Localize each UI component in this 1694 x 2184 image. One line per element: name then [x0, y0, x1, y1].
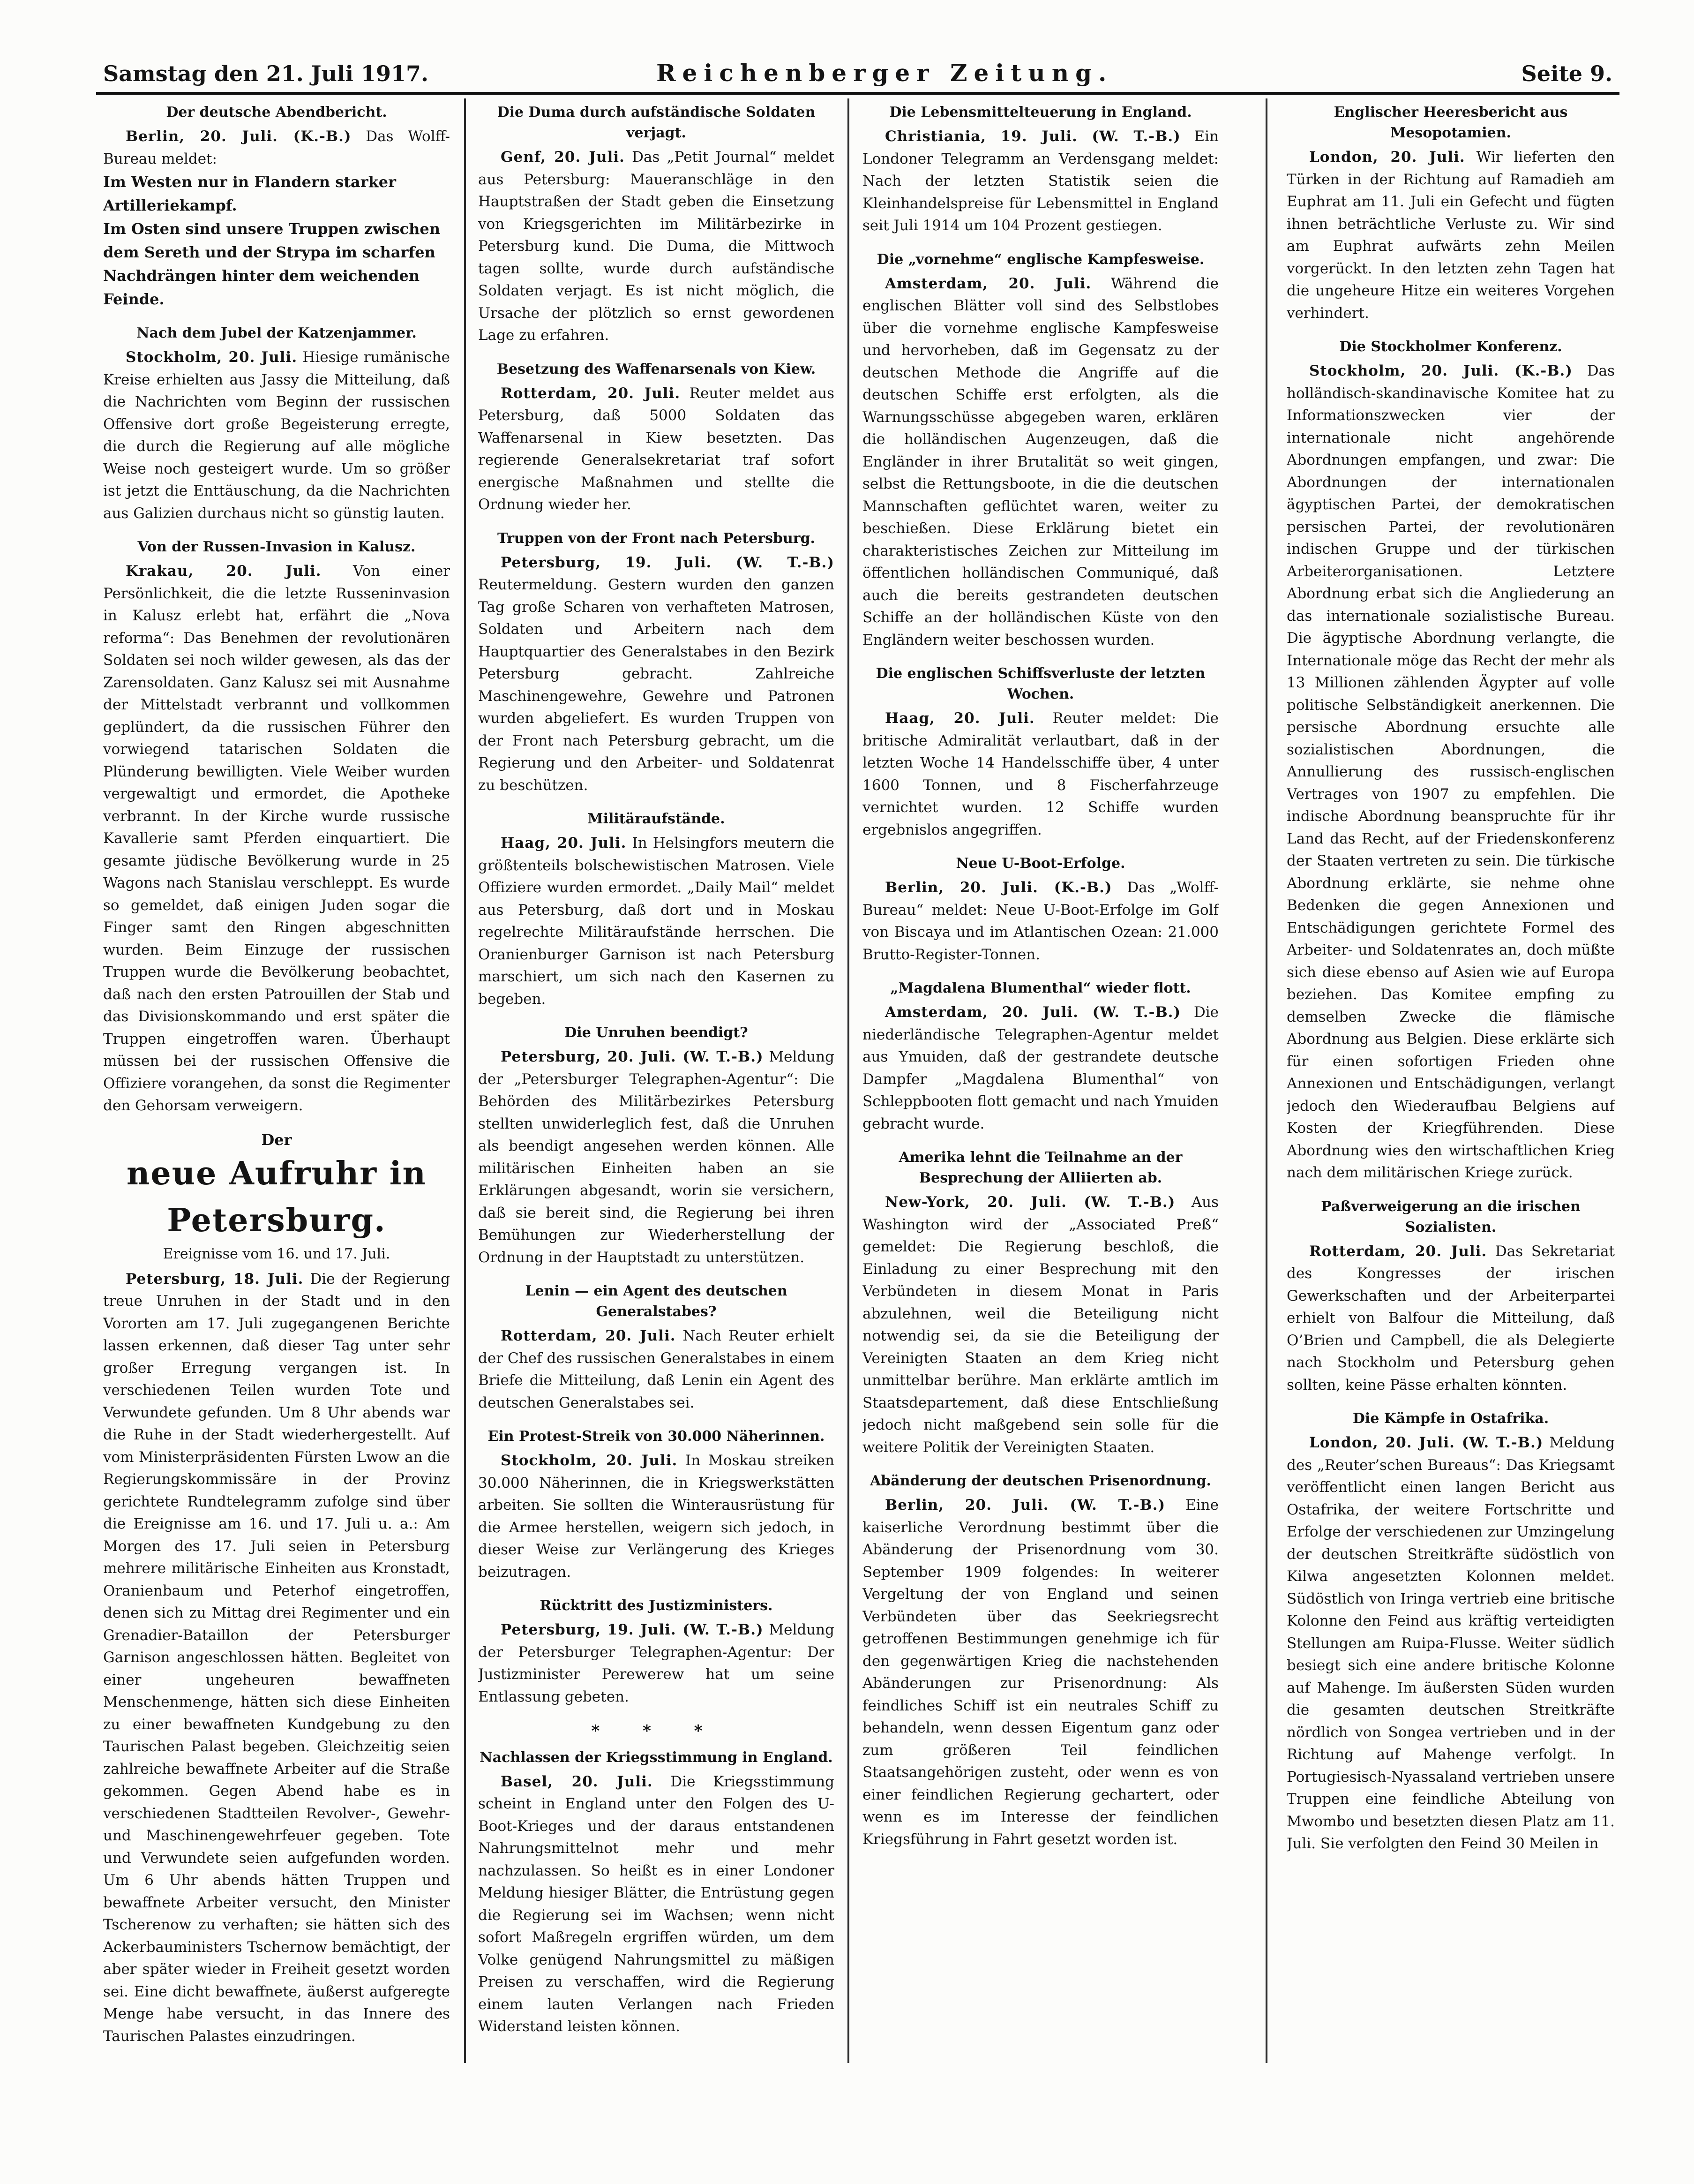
- header-page-number: Seite 9.: [1521, 61, 1612, 86]
- headline-title: neue Aufruhr in Petersburg.: [126, 1154, 427, 1239]
- article-text: In Moskau streiken 30.000 Näherinnen, die in Kriegswerkstätten arbeiten. Sie sollten die Winterausrüstung für die Armee herstellen, weigern sich jedoch, in dieser Weise zur Verlängerung des Krieges beizutragen.: [478, 1452, 834, 1581]
- article-headline: Die Unruhen beendigt?: [564, 1024, 748, 1041]
- article-headline: Die englischen Schiffsverluste der letzten Wochen.: [876, 665, 1206, 702]
- article-text: Das Wolff-Bureau meldet:: [103, 128, 450, 167]
- article-dateline: Christiania, 19. Juli. (W. T.-B.): [885, 128, 1181, 145]
- article-body: [478, 552, 834, 797]
- article: [1287, 1197, 1615, 1397]
- article-text: Wir lieferten den Türken in der Richtung auf Ramadieh am Euphrat am 11. Juli ein Gefecht und fügten ihnen beträchtliche Verluste zu. Wir sind am Euphrat aufwärts zehn Meilen vorgerückt. In den letzten zehn Tagen hat die ungeheure Hitze ein weiteres Vorgehen verhindert.: [1287, 149, 1615, 322]
- article: [478, 359, 834, 516]
- article-body: [862, 1191, 1219, 1459]
- article: [103, 537, 450, 1117]
- section-divider-stars: * * *: [591, 1722, 721, 1740]
- article-text: Ein Londoner Telegramm an Verdensgang meldet: Nach der letzten Statistik seien die Kleinhandelspreise für Lebensmittel in England seit Juli 1914 um 104 Prozent gestiegen.: [862, 128, 1219, 234]
- article-body: [862, 126, 1219, 237]
- article-body: [862, 1002, 1219, 1135]
- article-text: Meldung des „Reuter’schen Bureaus“: Das Kriegsamt veröffentlicht einen langen Bericht aus Ostafrika, der weitere Fortschritte und Erfolge der verschiedenen zur Umzingelung der deutschen Streitkräfte südöstlich von Kilwa angesetzten Kolonnen meldet. Südöstlich von Iringa vertrieb eine britische Kolonne den Feind aus kräftig verteidigten Stellungen am Ruipa-Flusse. Weiter südlich besiegt sich eine andere britische Kolonne auf Mahenge. Im äußersten Süden wurden die gesamten deutschen Streitkräfte nördlich von Songea vertrieben und in der Richtung auf Mahenge verfolgt. In Portugiesisch-Nyassaland vertrieben unsere Truppen eine feindliche Abteilung von Mwombo und besetzten diesen Platz am 11. Juli. Sie verfolgten den Feind 30 Meilen in: [1287, 1434, 1615, 1852]
- article: [478, 1426, 834, 1583]
- article-text: In Helsingfors meutern die größtenteils bolschewistischen Matrosen. Viele Offiziere wurden ermordet. „Daily Mail“ meldet aus Petersburg, daß dort und in Moskau regelrechte Militäraufstände herrschen. Die Oranienburger Garnison ist nach Petersburg marschiert, um sich nach den Kasernen zu begeben.: [478, 835, 834, 1008]
- article-dateline: London, 20. Juli. (W. T.-B.): [1309, 1434, 1544, 1451]
- article-headline: Nach dem Jubel der Katzenjammer.: [136, 325, 417, 341]
- article-headline: Lenin — ein Agent des deutschen Generalstabes?: [525, 1283, 787, 1320]
- article-body: [478, 1619, 834, 1708]
- article-body: [478, 1325, 834, 1414]
- column-4: [1287, 102, 1615, 2062]
- article-headline: Die Kämpfe in Ostafrika.: [1352, 1410, 1549, 1427]
- article-dateline: Krakau, 20. Juli.: [126, 563, 322, 580]
- article-body: [1287, 1241, 1615, 1397]
- article-dateline: Petersburg, 19. Juli. (W. T.-B.): [501, 554, 834, 571]
- article-headline: Rücktritt des Justizministers.: [540, 1597, 773, 1614]
- article-text: Meldung der Petersburger Telegraphen-Agentur: Der Justizminister Perewerew hat um seine Entlassung gebeten.: [478, 1621, 834, 1705]
- article: [103, 1130, 450, 2048]
- article-body: [1287, 1432, 1615, 1855]
- article-headline: Die Duma durch aufständische Soldaten verjagt.: [497, 104, 816, 141]
- article-headline: Ein Protest-Streik von 30.000 Näherinnen.: [487, 1428, 825, 1445]
- article: [862, 1147, 1219, 1459]
- article-dateline: Berlin, 20. Juli. (K.-B.): [885, 879, 1112, 896]
- article-dateline: Berlin, 20. Juli. (K.-B.): [126, 128, 352, 145]
- article-body: [103, 126, 450, 170]
- article-headline: Nachlassen der Kriegsstimmung in England.: [480, 1749, 833, 1766]
- article-dateline: Basel, 20. Juli.: [501, 1773, 653, 1790]
- article-dateline: Stockholm, 20. Juli.: [501, 1452, 678, 1469]
- column-rule: [1266, 98, 1267, 2063]
- column-rule: [464, 98, 466, 2063]
- article-dateline: Stockholm, 20. Juli.: [126, 349, 298, 366]
- article-text: Aus Washington wird der „Associated Preß“ gemeldet: Die Regierung beschloß, die Einladung zu einer Besprechung mit den Verbündeten in diesem Monat in Paris abzulehnen, weil die Beteiligung nicht notwendig sei, da sie die Beteiligung der Vereinigten Staaten an dem Krieg nicht unmittelbar berühre. Man erklärte amtlich im Staatsdepartement, daß diese Entschließung jedoch nicht maßgebend sein solle für die weitere Politik der Vereinigten Staaten.: [862, 1194, 1219, 1456]
- article: [1287, 337, 1615, 1184]
- article-dateline: Petersburg, 19. Juli. (W. T.-B.): [501, 1621, 764, 1638]
- article-text: Meldung der „Petersburger Telegraphen-Agentur“: Die Behörden des Militärbezirkes Petersburg stellten unwiderleglich fest, daß die Unruhen als beendigt angesehen werden können. Alle militärischen Einheiten haben an sie Erklärungen abgesandt, worin sie versichern, daß sie bereit sind, die Regierung bei ihren Bemühungen zur Wiederherstellung der Ordnung in der Hauptstadt zu unterstützen.: [478, 1048, 834, 1266]
- article: [1287, 1408, 1615, 1855]
- article: [478, 1281, 834, 1414]
- column-2: [478, 102, 834, 2062]
- article-dateline: Amsterdam, 20. Juli. (W. T.-B.): [885, 1004, 1181, 1021]
- article-text: Die niederländische Telegraphen-Agentur meldet aus Ymuiden, daß der gestrandete deutsche Dampfer „Magdalena Blumenthal“ von Schleppbooten flott gemacht und nach Ymuiden gebracht wurde.: [862, 1004, 1219, 1132]
- column-3: [862, 102, 1219, 2062]
- report-west: Im Westen nur in Flandern starker Artilleriekampf.: [103, 173, 396, 214]
- article: [478, 1023, 834, 1269]
- report-east: Im Osten sind unsere Truppen zwischen dem Sereth und der Strypa im scharfen Nachdrängen hinter dem weichenden Feinde.: [103, 220, 441, 308]
- article-headline: „Magdalena Blumenthal“ wieder flott.: [890, 980, 1191, 996]
- article-text: Das holländisch-skandinavische Komitee hat zu Informationszwecken vier der internationale nicht angehörende Abordnungen empfangen, und zwar: Die Abordnungen der internationalen ägyptischen Partei, der demokratischen persischen Partei, der revolutionären indischen Gruppe und der türkischen Arbeiterorganisationen. Letztere Abordnung erbat sich die Angliederung an das internationale sozialistische Bureau. Die ägyptische Abordnung verlangte, die Internationale möge das Recht der mehr als 13 Millionen zählenden Ägypter auf volle politische Selbständigkeit anerkennen. Die persische Abordnung ersuchte alle sozialistischen Abordnungen, die Annullierung des russisch-englischen Vertrages von 1907 zu empfehlen. Die indische Abordnung beanspruchte für ihr Land das Recht, auf der Friedenskonferenz der Staaten vertreten zu sein. Die türkische Abordnung erklärte, sie nehme ohne Bedenken die gegen Annexionen und Entschädigungen gerichtete Formel des Arbeiter- und Soldatenrates an, doch müßte sich diese ebenso auf Asien wie auf Europa beziehen. Das Komitee empfing zu demselben Zwecke die flämische Abordnung aus Belgien. Diese erklärte sich für einen sofortigen Frieden ohne Annexionen und Entschädigungen, verlangt jedoch den Wiederaufbau Belgiens auf Kosten der Kriegführenden. Diese Abordnung wies den wirtschaftlichen Krieg nach dem militärischen Kriege zurück.: [1287, 362, 1615, 1181]
- article-text: Reutermeldung. Gestern wurden den ganzen Tag große Scharen von verhafteten Matrosen, Soldaten und Arbeitern nach dem Hauptquartier des Generalstabes in den Bezirk Petersburg gebracht. Zahlreiche Maschinengewehre, Gewehre und Patronen wurden abgeliefert. Es wurden Truppen von der Front nach Petersburg gebracht, um die Regierung und den Arbeiter- und Soldatenrat zu beschützen.: [478, 576, 834, 794]
- article: [478, 1747, 834, 2038]
- article-text: Hiesige rumänische Kreise erhielten aus Jassy die Mitteilung, daß die Nachrichten vom Beginn der russischen Offensive dort große Begeisterung erregte, die durch die Regierung auf alle mögliche Weise noch gesteigert wurde. Um so größer ist jetzt die Enttäuschung, da die Nachrichten aus Galizien durchaus nicht so günstig lauten.: [103, 349, 450, 522]
- article-body: [478, 383, 834, 516]
- header-rule: [96, 92, 1619, 95]
- article-dateline: Stockholm, 20. Juli. (K.-B.): [1309, 362, 1573, 379]
- article: [862, 978, 1219, 1135]
- article-headline: Englischer Heeresbericht aus Mesopotamien.: [1334, 104, 1568, 141]
- page-header: [103, 56, 1612, 90]
- article: [478, 102, 834, 347]
- article-body: [478, 146, 834, 347]
- article: [862, 102, 1219, 237]
- article-dateline: Rotterdam, 20. Juli.: [501, 384, 681, 402]
- headline-kicker: Der: [261, 1130, 292, 1149]
- article-headline: Besetzung des Waffenarsenals von Kiew.: [496, 361, 816, 377]
- article-body: [478, 1046, 834, 1269]
- article-body: [862, 1494, 1219, 1851]
- article-headline: Amerika lehnt die Teilnahme an der Besprechung der Alliierten ab.: [899, 1149, 1183, 1186]
- article-text: Das Sekretariat des Kongresses der irischen Gewerkschaften und der Arbeiterpartei erhielt von Balfour die Mitteilung, daß O’Brien und Campbell, die als Delegierte nach Stockholm und Petersburg gehen sollten, keine Pässe erhalten könnten.: [1287, 1243, 1615, 1393]
- article-body: [1287, 360, 1615, 1184]
- column-1: [103, 102, 450, 2062]
- article: [478, 809, 834, 1010]
- article-body: [103, 346, 450, 525]
- article-dateline: Genf, 20. Juli.: [501, 149, 625, 166]
- article-body: [103, 1268, 450, 2048]
- article-headline: Die Stockholmer Konferenz.: [1339, 339, 1562, 355]
- article-headline: Neue U-Boot-Erfolge.: [956, 855, 1125, 872]
- article: [862, 853, 1219, 966]
- headline-subtitle: Ereignisse vom 16. und 17. Juli.: [163, 1245, 390, 1262]
- article-dateline: London, 20. Juli.: [1309, 149, 1465, 166]
- article-text: Das „Wolff-Bureau“ meldet: Neue U-Boot-Erfolge im Golf von Biscaya und im Atlantischen Ozean: 21.000 Brutto-Register-Tonnen.: [862, 879, 1219, 963]
- article: [862, 663, 1219, 841]
- article: [103, 102, 450, 311]
- article: [862, 1471, 1219, 1851]
- header-date: Samstag den 21. Juli 1917.: [103, 61, 428, 86]
- article-headline: Die „vornehme“ englische Kampfesweise.: [877, 251, 1205, 268]
- article: [862, 249, 1219, 652]
- article-headline: Von der Russen-Invasion in Kalusz.: [137, 539, 416, 555]
- article: [478, 528, 834, 797]
- article-body: [103, 560, 450, 1117]
- article-headline: Militäraufstände.: [587, 811, 725, 827]
- article-headline: Truppen von der Front nach Petersburg.: [497, 530, 816, 547]
- article-body: [478, 1771, 834, 2038]
- article-text: Das „Petit Journal“ meldet aus Petersburg: Maueranschläge in den Hauptstraßen der Stadt geben die Einsetzung von Kriegsgerichten im Militärbezirke in Petersburg kund. Die Duma, die Mittwoch tagen sollte, wurde durch aufständische Soldaten verjagt. Es ist nicht möglich, die Ursache der plötzlich so ernst gewordenen Lage zu erfahren.: [478, 149, 834, 344]
- header-paper-title: Reichenberger Zeitung.: [656, 59, 1113, 87]
- article-text: Von einer Persönlichkeit, die die letzte Russeninvasion in Kalusz erlebt hat, erfährt die „Nova reforma“: Das Benehmen der revolutionären Soldaten sei noch wilder gewesen, als das der Zarensoldaten. Ganz Kalusz sei mit Ausnahme der Mittelstadt verbrannt und vollkommen geplündert, da die russischen Führer den vorwiegend tatarischen Soldaten die Plünderung bewilligten. Viele Weiber wurden vergewaltigt und ermordet, die Apotheke verbrannt. In der Kirche wurde russische Kavallerie samt Pferden einquartiert. Die gesamte jüdische Bevölkerung wurde in 25 Wagons nach Stanislau verschleppt. Es wurde so gemeldet, daß einigen Juden sogar die Finger samt den Ringen abgeschnitten wurden. Beim Einzuge der russischen Truppen wurde die Bevölkerung beobachtet, daß nach den ersten Patrouillen der Stab und das Divisionskommando und erst später die Truppen eingetroffen waren. Überhaupt müssen bei der russischen Offensive die Offiziere vorangehen, da sonst die Regimenter den Gehorsam verweigern.: [103, 563, 450, 1114]
- article-dateline: Amsterdam, 20. Juli.: [885, 275, 1092, 292]
- article-dateline: Petersburg, 20. Juli. (W. T.-B.): [501, 1048, 764, 1065]
- article-dateline: New-York, 20. Juli. (W. T.-B.): [885, 1194, 1176, 1211]
- article-text: Während die englischen Blätter voll sind des Selbstlobes über die vornehme englische Kampfesweise und hervorheben, daß im Gegensatz zu der deutschen Methode die Angriffe auf die deutschen Schiffe erst erfolgten, als die Warnungsschüsse abgegeben waren, erklären die holländischen Augenzeugen, daß die Engländer in ihrer Brutalität so weit gingen, selbst die Rettungsboote, in die die deutschen Mannschaften geflüchtet waren, weiter zu beschießen. Diese Erklärung bietet ein charakteristisches Zeichen zur Mitteilung im öffentlichen holländischen Communiqué, daß auch die bereits gestrandeten deutschen Schiffe an der holländischen Küste von den Engländern weiter beschossen wurden.: [862, 275, 1219, 648]
- article: [478, 1596, 834, 1708]
- article-body: [478, 832, 834, 1010]
- article-dateline: Petersburg, 18. Juli.: [126, 1270, 304, 1288]
- column-rule: [847, 98, 849, 2063]
- article-headline: Paßverweigerung an die irischen Sozialisten.: [1321, 1198, 1581, 1235]
- article-text: Reuter meldet aus Petersburg, daß 5000 Soldaten das Waffenarsenal in Kiew besetzten. Das regierende Generalsekretariat traf sofort energische Maßnahmen und stellte die Ordnung wieder her.: [478, 384, 834, 513]
- article-text: Reuter meldet: Die britische Admiralität verlautbart, daß in der letzten Woche 14 Handelsschiffe über, 4 unter 1600 Tonnen, und 8 Fischerfahrzeuge vernichtet wurden. 12 Schiffe wurden ergebnislos angegriffen.: [862, 710, 1219, 838]
- article-body: [862, 877, 1219, 966]
- article-text: Die der Regierung treue Unruhen in der Stadt und in den Vororten am 17. Juli zugegangenen Berichte lassen erkennen, daß dieser Tag unter sehr großer Erregung vergangen ist. In verschiedenen Teilen wurden Tote und Verwundete gefunden. Um 8 Uhr abends war die Ruhe in der Stadt wiederhergestellt. Auf vom Ministerpräsidenten Fürsten Lwow an die Regierungskommissäre in der Provinz gerichtete Rundtelegramm zufolge sind über die Ereignisse am 16. und 17. Juli u. a.: Am Morgen des 17. Juli seien in Petersburg mehrere militärische Einheiten aus Kronstadt, Oranienbaum und Peterhof eingetroffen, denen sich zu Mittag drei Regimenter und ein Grenadier-Bataillon der Petersburger Garnison angeschlossen hätten. Begleitet von einer ungeheuren bewaffneten Menschenmenge, hätten sich diese Einheiten zu einer bewaffneten Kundgebung zu den Taurischen Palast begeben. Gleichzeitig seien zahlreiche bewaffnete Arbeiter auf die Straße gekommen. Gegen Abend habe es in verschiedenen Stadtteilen Revolver-, Gewehr- und Maschinengewehrfeuer gegeben. Tote und Verwundete seien aufgefunden worden. Um 6 Uhr abends hätten Truppen und bewaffnete Arbeiter versucht, den Minister Tscherenow zu verhaften; sie hätten sich des Ackerbauministers Tschernow bemächtigt, der aber später wieder in Freiheit gesetzt worden sei. Eine dicht bewaffnete, äußerst aufgeregte Menge habe versucht, in das Innere des Taurischen Palastes einzudringen.: [103, 1270, 450, 2045]
- article: [103, 323, 450, 525]
- article-body: [862, 708, 1219, 841]
- article-dateline: Haag, 20. Juli.: [501, 835, 627, 851]
- major-headline: [103, 1130, 450, 1265]
- article-text: Die Kriegsstimmung scheint in England unter den Folgen des U-Boot-Krieges und der daraus entstandenen Nahrungsmittelnot mehr und mehr nachzulassen. So heißt es in einer Londoner Meldung hiesiger Blätter, die Entrüstung gegen die Regierung sei im Wachsen; wenn nicht sofort Maßregeln ergriffen würden, um dem Volke genügend Nahrungsmittel zu mäßigen Preisen zu verschaffen, wird die Regierung einem lauten Verlangen nach Frieden Widerstand leisten können.: [478, 1773, 834, 2035]
- article-body: [478, 1450, 834, 1583]
- article-dateline: Haag, 20. Juli.: [885, 710, 1035, 727]
- article-headline: Abänderung der deutschen Prisenordnung.: [870, 1473, 1211, 1489]
- article: [1287, 102, 1615, 324]
- article-body: [1287, 146, 1615, 324]
- article-headline: Die Lebensmittelteuerung in England.: [889, 104, 1192, 120]
- article-dateline: Rotterdam, 20. Juli.: [501, 1327, 676, 1344]
- article-text: Nach Reuter erhielt der Chef des russischen Generalstabes in einem Briefe die Mitteilung, daß Lenin ein Agent des deutschen Generalstabes sei.: [478, 1327, 834, 1411]
- article-dateline: Rotterdam, 20. Juli.: [1309, 1243, 1487, 1260]
- article-body: [862, 273, 1219, 652]
- article-text: Eine kaiserliche Verordnung bestimmt über die Abänderung der Prisenordnung vom 30. September 1909 folgendes: In weiterer Vergeltung der von England und seinen Verbündeten über das Seekriegsrecht getroffenen Bestimmungen genehmige ich für den gegenwärtigen Krieg die nachstehenden Abänderungen zur Prisenordnung: Als feindliches Schiff ist ein neutrales Schiff zu behandeln, wenn dessen Eigentum ganz oder zum größeren Teil feindlichen Staatsangehörigen zusteht, oder wenn es von einer feindlichen Regierung gechartert, oder wenn es im Interesse der feindlichen Kriegsführung in Fahrt gesetzt worden ist.: [862, 1497, 1219, 1848]
- article-headline: Der deutsche Abendbericht.: [166, 104, 387, 120]
- article-dateline: Berlin, 20. Juli. (W. T.-B.): [885, 1497, 1166, 1514]
